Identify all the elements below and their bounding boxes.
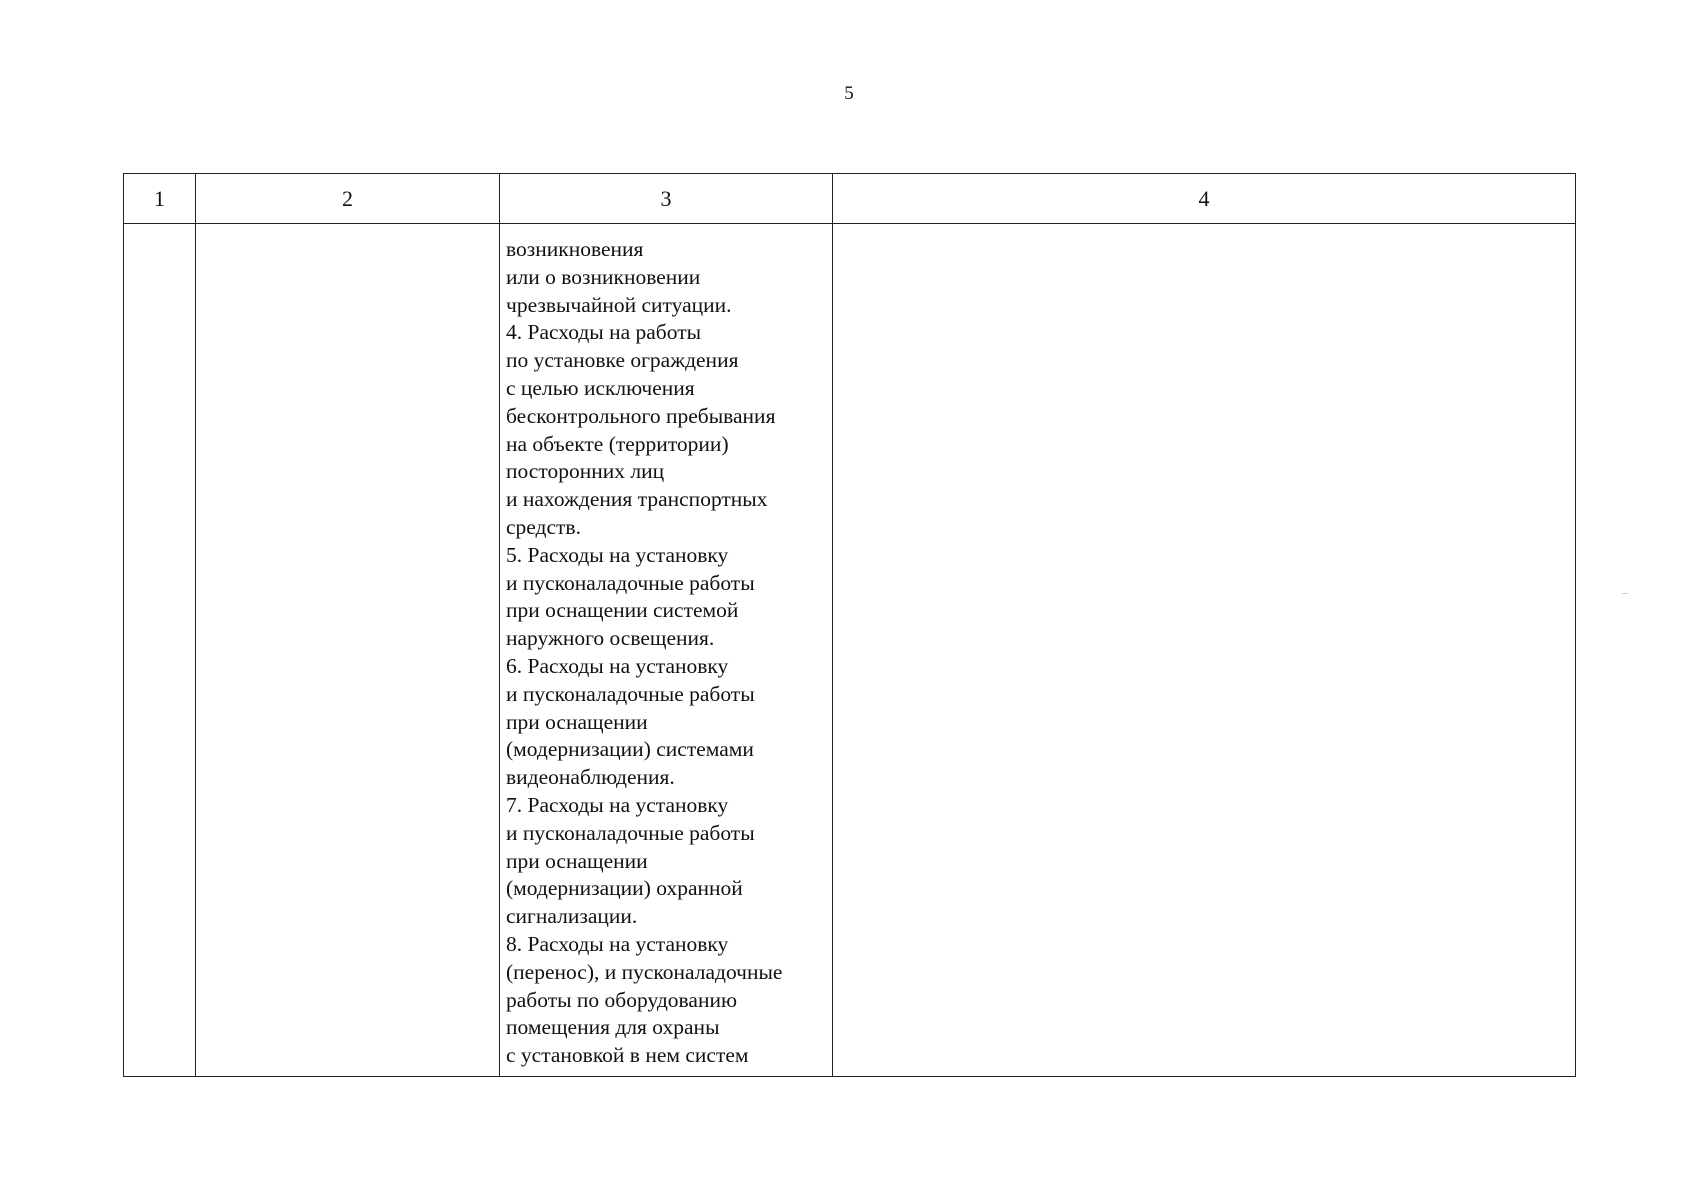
text-line: наружного освещения. [506, 626, 715, 651]
text-line: на объекте (территории) [506, 431, 729, 456]
document-table [123, 173, 1576, 1077]
text-line: и пусконаладочные работы [506, 820, 755, 845]
text-line: с установкой в нем систем [506, 1043, 749, 1068]
text-line: сигнализации. [506, 904, 638, 929]
column-header-2: 2 [196, 174, 500, 224]
text-line: при оснащении [506, 709, 648, 734]
text-line: 5. Расходы на установку [506, 542, 729, 567]
text-line: бесконтрольного пребывания [506, 403, 776, 428]
cell-col-3 [500, 224, 833, 1077]
cell-col-2 [196, 224, 500, 1077]
column-header-1: 1 [124, 174, 196, 224]
text-line: или о возникновении [506, 264, 701, 289]
text-line: средств. [506, 514, 581, 539]
text-line: 8. Расходы на установку [506, 931, 729, 956]
text-line: возникновения [506, 237, 644, 261]
text-line: 7. Расходы на установку [506, 792, 729, 817]
text-line: при оснащении [506, 848, 648, 873]
text-line: по установке ограждения [506, 348, 739, 373]
text-line: при оснащении системой [506, 598, 739, 623]
text-line: (перенос), и пусконаладочные [506, 959, 783, 984]
text-line: чрезвычайной ситуации. [506, 292, 732, 317]
text-line: работы по оборудованию [506, 987, 738, 1012]
text-line: посторонних лиц [506, 459, 665, 484]
text-line: 4. Расходы на работы [506, 320, 702, 345]
cell-col-4 [833, 224, 1576, 1077]
text-line: и нахождения транспортных [506, 487, 768, 512]
text-line: с целью исключения [506, 375, 695, 400]
cell-col-1 [124, 224, 196, 1077]
table-header-row [124, 174, 1576, 224]
text-line: и пусконаладочные работы [506, 570, 755, 595]
table-row [124, 224, 1576, 1077]
text-line: помещения для охраны [506, 1015, 720, 1040]
column-header-4: 4 [833, 174, 1576, 224]
text-line: и пусконаладочные работы [506, 681, 755, 706]
text-line: (модернизации) охранной [506, 876, 743, 901]
cell-col-3-text [500, 224, 832, 1070]
scan-artifact [1622, 593, 1628, 594]
column-header-3: 3 [500, 174, 833, 224]
page-number: 5 [844, 83, 854, 104]
text-line: 6. Расходы на установку [506, 653, 729, 678]
text-line: видеонаблюдения. [506, 765, 675, 790]
text-line: (модернизации) системами [506, 737, 754, 762]
